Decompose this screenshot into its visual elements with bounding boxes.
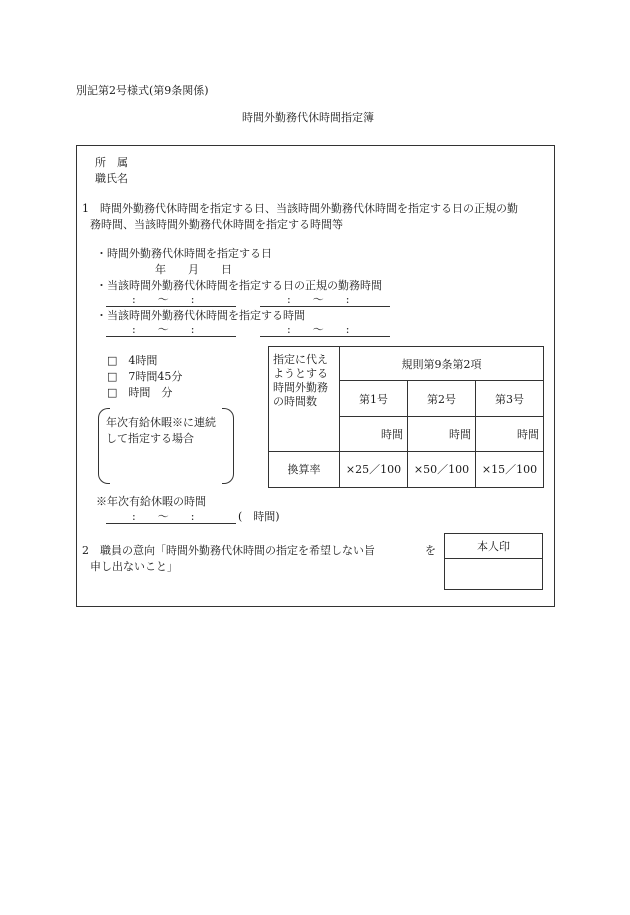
option-label: 4時間 xyxy=(128,354,158,367)
annual-leave-label: ※年次有給休暇の時間 xyxy=(96,495,206,508)
seal-label: 本人印 xyxy=(445,534,542,559)
row-header-line: 指定に代え xyxy=(273,353,328,366)
rate-2: ×50／100 xyxy=(408,451,476,487)
bullet-designated-time: ・当該時間外勤務代休時間を指定する時間 xyxy=(96,309,305,322)
rate-label: 換算率 xyxy=(269,451,340,487)
regular-time-range-2: : 〜 : xyxy=(287,293,350,306)
dept-label: 所 属 xyxy=(95,156,128,169)
bracket-right xyxy=(222,408,234,484)
bullet-regular-hours: ・当該時間外勤務代休時間を指定する日の正規の勤務時間 xyxy=(96,279,382,292)
hours-cell-1[interactable]: 時間 xyxy=(340,417,408,451)
rate-1: ×25／100 xyxy=(340,451,408,487)
option-custom[interactable] xyxy=(107,387,172,398)
designated-time-range-2: : 〜 : xyxy=(287,323,350,336)
col-header-1: 第1号 xyxy=(340,381,408,417)
checkbox[interactable]: □ xyxy=(107,386,118,399)
option-label: 時間 分 xyxy=(128,386,173,399)
form-reference: 別記第2号様式(第9条関係) xyxy=(76,84,209,97)
designated-time-underline-1 xyxy=(106,336,236,337)
designated-time-range-1: : 〜 : xyxy=(132,323,195,336)
checkbox[interactable]: □ xyxy=(107,354,118,367)
rate-3: ×15／100 xyxy=(476,451,544,487)
row-header-line: の時間数 xyxy=(273,395,317,408)
annual-leave-underline xyxy=(106,523,236,524)
bullet-designated-day: ・時間外勤務代休時間を指定する日 xyxy=(96,247,272,260)
bracket-note-line2: して指定する場合 xyxy=(106,432,194,445)
section1-heading-cont: 務時間、当該時間外勤務代休時間を指定する時間等 xyxy=(90,218,343,231)
group-header: 規則第9条第2項 xyxy=(340,347,544,381)
option-7h45m[interactable] xyxy=(107,371,182,382)
page-title: 時間外勤務代休時間指定簿 xyxy=(242,111,374,124)
regular-time-underline-1 xyxy=(106,306,236,307)
name-label: 職氏名 xyxy=(95,172,128,185)
col-header-2: 第2号 xyxy=(408,381,476,417)
section2-particle: を xyxy=(425,544,436,557)
regular-time-underline-2 xyxy=(260,306,390,307)
section2-line2: 申し出ないこと」 xyxy=(90,560,178,573)
section2-line1: 2 職員の意向「時間外勤務代休時間の指定を希望しない旨 xyxy=(82,544,375,557)
designated-time-underline-2 xyxy=(260,336,390,337)
checkbox[interactable]: □ xyxy=(107,370,118,383)
hours-cell-3[interactable]: 時間 xyxy=(476,417,544,451)
regular-time-range-1: : 〜 : xyxy=(132,293,195,306)
option-label: 7時間45分 xyxy=(128,370,183,383)
row-header-line: 時間外勤務 xyxy=(273,381,328,394)
option-4h[interactable] xyxy=(107,355,157,366)
hours-cell-2[interactable]: 時間 xyxy=(408,417,476,451)
section1-heading: 1 時間外勤務代休時間を指定する日、当該時間外勤務代休時間を指定する日の正規の勤 xyxy=(82,202,518,215)
annual-leave-hours: ( 時間) xyxy=(238,510,280,523)
bracket-note-line1: 年次有給休暇※に連続 xyxy=(106,416,216,429)
date-line: 年 月 日 xyxy=(155,263,232,276)
seal-box[interactable] xyxy=(444,533,543,590)
annual-leave-range: : 〜 : xyxy=(132,510,195,523)
row-header-line: ようとする xyxy=(273,367,328,380)
row-header-cell xyxy=(269,347,340,452)
col-header-3: 第3号 xyxy=(476,381,544,417)
conversion-rate-table xyxy=(268,346,544,488)
